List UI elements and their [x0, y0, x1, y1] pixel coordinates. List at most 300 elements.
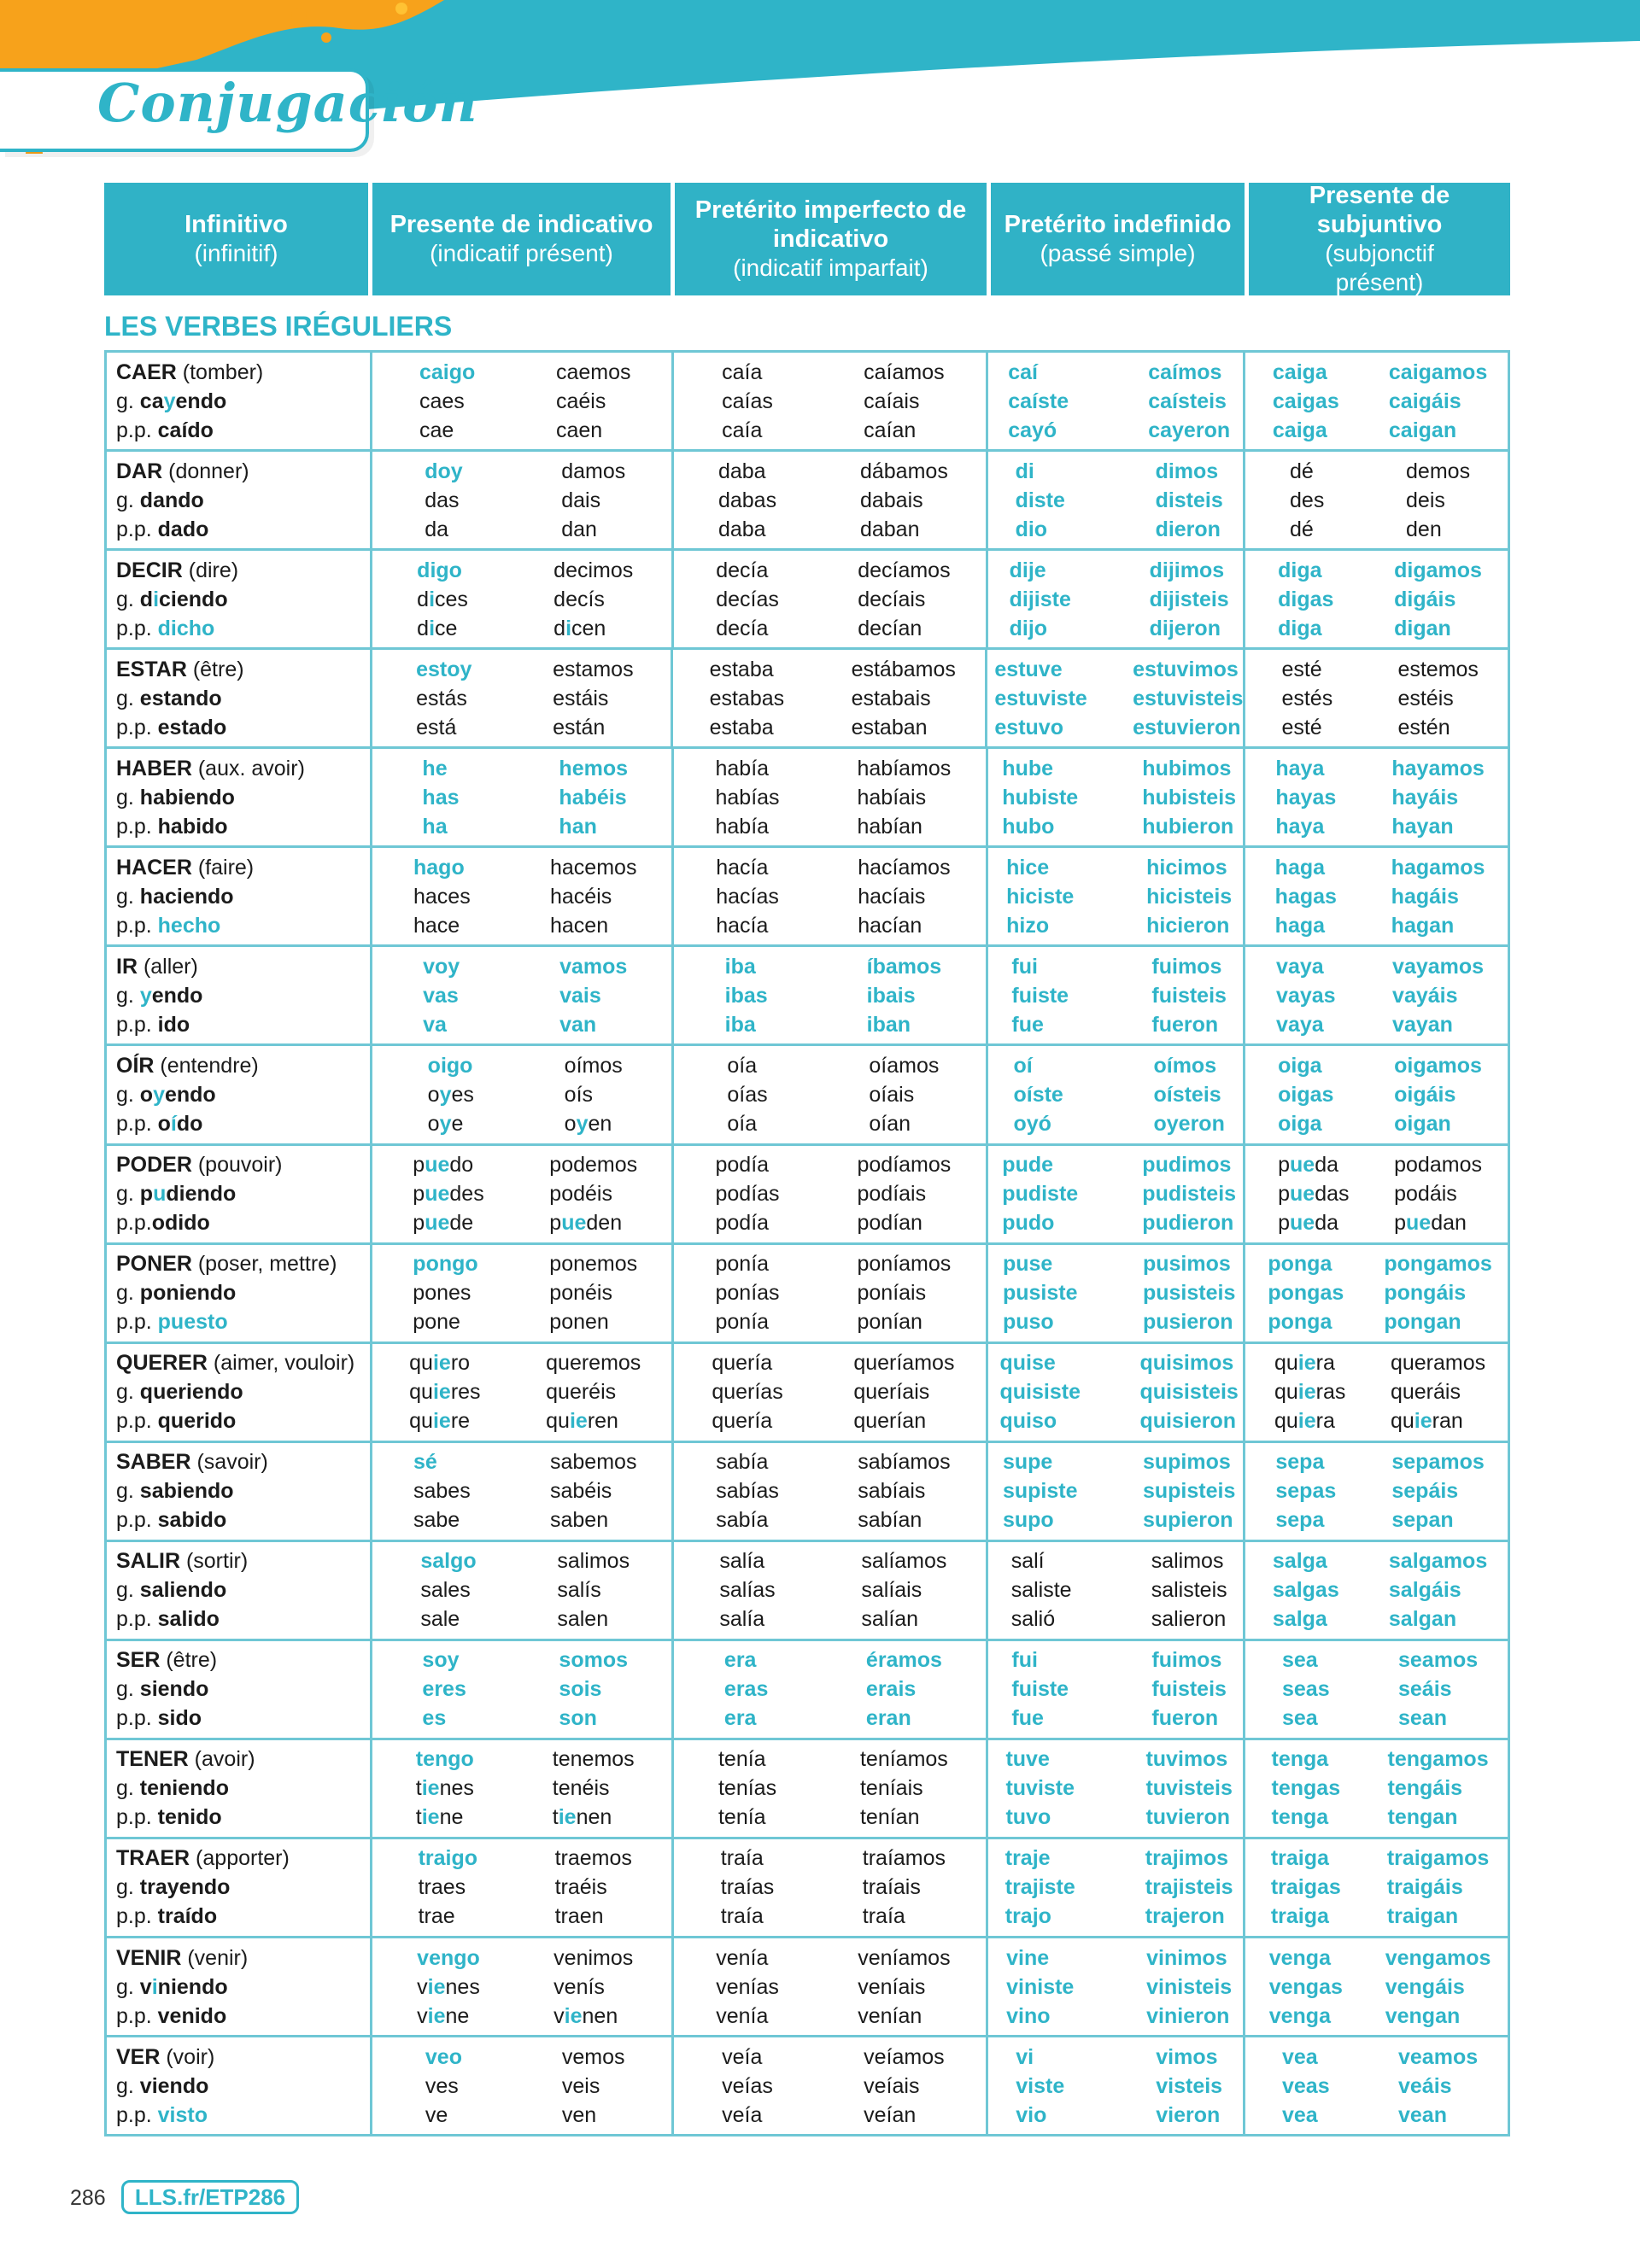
conjugated-form: sabía — [716, 1450, 769, 1475]
conjugated-form — [724, 1675, 866, 1704]
conjugated-form — [1271, 1844, 1387, 1873]
highlight: hicimos — [1146, 855, 1227, 880]
verb-meaning: (donner) — [162, 459, 249, 483]
plural-column — [565, 1051, 623, 1138]
highlight: son — [559, 1706, 597, 1731]
conjugated-form: queramos — [1390, 1351, 1486, 1376]
conjugated-form: dices — [417, 587, 468, 611]
infinitive-cell — [107, 1443, 370, 1540]
plural-column — [1148, 358, 1230, 445]
conjugated-form: veían — [864, 2102, 917, 2127]
highlight: ponga — [1268, 1252, 1332, 1277]
highlight: fuiste — [1011, 1677, 1069, 1702]
conjugated-form: estábamos — [851, 657, 956, 681]
conjugated-form — [1282, 1675, 1398, 1704]
conjugated-form — [1003, 1505, 1143, 1534]
conjugated-form — [1005, 1873, 1145, 1902]
verb-row — [107, 2035, 1508, 2134]
highlight: i — [151, 1974, 158, 1999]
conjugated-form — [1002, 754, 1142, 783]
highlight: vengan — [1385, 2003, 1461, 2028]
highlight: hayamos — [1391, 756, 1485, 780]
plural-column — [1156, 457, 1223, 544]
participle-label: p.p. — [116, 1805, 152, 1830]
conjugated-form — [1391, 1447, 1484, 1476]
singular-column — [1016, 2043, 1156, 2130]
conjugated-form — [1398, 1675, 1478, 1704]
conjugated-form: quería — [712, 1351, 773, 1376]
highlight: pudisteis — [1142, 1182, 1237, 1207]
conjugated-form: venía — [716, 1945, 769, 1970]
indefinido-cell — [986, 947, 1243, 1043]
highlight: cayó — [1008, 418, 1057, 442]
plural-column — [550, 853, 636, 940]
highlight: hagas — [1274, 884, 1337, 909]
highlight: vamos — [559, 954, 628, 979]
header-bold: Pretérito imperfecto de indicativo — [694, 196, 967, 253]
singular-column — [1272, 1745, 1388, 1832]
header-normal: (subjonctif présent) — [1325, 240, 1434, 295]
gerund-line — [116, 1476, 370, 1505]
plural-column — [1397, 655, 1478, 742]
highlight: sea — [1282, 1706, 1318, 1731]
highlight: diga — [1278, 558, 1322, 582]
highlight: tenga — [1271, 1805, 1329, 1830]
conjugated-form: salías — [719, 1578, 776, 1603]
gerund-line — [116, 1774, 370, 1803]
conjugated-form: tiene — [415, 1805, 464, 1830]
highlight: hemos — [559, 756, 629, 780]
highlight: caí — [1008, 359, 1038, 384]
conjugated-form — [1013, 1051, 1153, 1080]
highlight: ue — [561, 1211, 587, 1236]
participle-label: p.p. — [116, 1904, 152, 1929]
verb-name: IR — [116, 954, 138, 979]
highlight: caíste — [1008, 389, 1069, 413]
highlight: hubisteis — [1142, 785, 1237, 810]
highlight: salgamos — [1388, 1549, 1488, 1574]
conjugated-form — [867, 981, 942, 1010]
highlight: vinisteis — [1146, 1974, 1233, 1999]
presente-cell — [370, 1344, 671, 1441]
participle-line — [116, 1704, 370, 1733]
conjugated-form: queríamos — [853, 1351, 955, 1376]
verb-row — [107, 1738, 1508, 1837]
conjugated-form — [1282, 1645, 1398, 1675]
gerund-line — [116, 585, 370, 614]
conjugated-form: estás — [416, 686, 467, 710]
highlight: supo — [1002, 1508, 1054, 1533]
highlight: ie — [558, 1805, 577, 1830]
highlight: he — [422, 756, 448, 780]
gerund: teniendo — [133, 1776, 229, 1801]
highlight: tengáis — [1387, 1776, 1463, 1801]
highlight: oísteis — [1153, 1082, 1221, 1107]
gerund: haciendo — [133, 884, 234, 909]
presente-cell — [370, 848, 671, 944]
conjugated-form — [1133, 713, 1243, 742]
indefinido-cell — [986, 1542, 1243, 1639]
singular-column — [1006, 853, 1146, 940]
conjugated-form — [1003, 1278, 1143, 1307]
conjugated-form — [559, 754, 628, 783]
plural-column — [863, 1844, 946, 1931]
conjugated-form: estabas — [709, 686, 785, 710]
conjugated-form — [1275, 911, 1391, 940]
highlight: traigamos — [1386, 1846, 1490, 1871]
highlight: van — [559, 1012, 597, 1037]
plural-column — [858, 1447, 950, 1534]
plural-column — [559, 1645, 628, 1733]
gerund-label: g. — [116, 488, 134, 512]
conjugated-form — [1142, 1150, 1236, 1179]
conjugated-form — [1276, 952, 1392, 981]
singular-column — [413, 1150, 549, 1237]
highlight: vengas — [1268, 1974, 1343, 1999]
conjugated-form — [1005, 1774, 1145, 1803]
header-indefinido — [987, 183, 1245, 295]
singular-column — [409, 1348, 546, 1435]
highlight: trajimos — [1145, 1846, 1229, 1871]
participle-line — [116, 2101, 370, 2130]
infinitive-cell — [107, 1146, 370, 1242]
highlight: traiga — [1270, 1846, 1329, 1871]
plural-column — [1145, 1844, 1233, 1931]
gerund-label: g. — [116, 389, 134, 413]
presente-cell — [370, 353, 671, 449]
singular-column — [719, 1546, 861, 1634]
conjugated-form: sale — [420, 1607, 460, 1632]
singular-column — [716, 754, 858, 841]
plural-column — [1392, 952, 1484, 1039]
highlight: ie — [427, 1974, 446, 1999]
conjugated-form — [1388, 1803, 1489, 1832]
participle: querido — [151, 1409, 237, 1434]
conjugated-form — [1003, 1249, 1143, 1278]
highlight: y — [439, 1082, 452, 1107]
singular-column — [712, 1348, 853, 1435]
highlight: tuviste — [1005, 1776, 1075, 1801]
plural-column — [1391, 1348, 1485, 1435]
infinitive-line — [116, 1844, 370, 1873]
highlight: ue — [425, 1211, 450, 1236]
conjugated-form: decíamos — [858, 558, 951, 582]
infinitive-line — [116, 952, 370, 981]
conjugated-form: traen — [554, 1904, 604, 1929]
highlight: salgas — [1272, 1578, 1339, 1603]
plural-column — [1142, 754, 1236, 841]
participle: habido — [151, 814, 228, 839]
highlight: dijeron — [1149, 616, 1221, 640]
conjugated-form: den — [1406, 517, 1442, 541]
highlight: pusieron — [1142, 1310, 1233, 1335]
gerund-label: g. — [116, 785, 134, 810]
participle-label: p.p. — [116, 2102, 152, 2127]
highlight: pongamos — [1384, 1252, 1492, 1277]
conjugated-form — [1148, 387, 1230, 416]
singular-column — [1278, 556, 1394, 643]
conjugated-form — [1002, 783, 1142, 812]
plural-column — [858, 754, 952, 841]
highlight: quisisteis — [1139, 1380, 1239, 1405]
conjugated-form: ponían — [857, 1310, 922, 1335]
conjugated-form — [1391, 783, 1484, 812]
conjugated-form: están — [553, 715, 606, 739]
conjugated-form — [1278, 1080, 1394, 1109]
conjugated-form — [1143, 1249, 1235, 1278]
conjugated-form: saben — [550, 1508, 609, 1533]
header-bold: Infinitivo — [184, 211, 288, 238]
conjugated-form — [425, 2043, 562, 2072]
highlight: vio — [1016, 2102, 1047, 2127]
conjugated-form — [1153, 1080, 1224, 1109]
highlight: hizo — [1006, 913, 1050, 938]
conjugated-form: hacía — [716, 913, 769, 938]
singular-column — [1003, 1447, 1143, 1534]
highlight: trajiste — [1004, 1875, 1075, 1900]
conjugated-form — [1387, 1902, 1489, 1931]
subjuntivo-cell — [1243, 749, 1508, 845]
highlight: ie — [569, 1409, 588, 1434]
conjugated-form — [417, 1944, 554, 1973]
conjugated-form: oís — [564, 1082, 594, 1107]
presente-cell — [370, 1542, 671, 1639]
highlight: quiso — [999, 1409, 1057, 1434]
plural-column — [549, 1249, 637, 1336]
subjuntivo-cell — [1243, 1740, 1508, 1837]
infinitive-line — [116, 556, 370, 585]
highlight: y — [139, 983, 152, 1008]
conjugated-form — [1156, 2101, 1222, 2130]
conjugated-form — [1016, 457, 1156, 486]
highlight: pude — [1002, 1153, 1054, 1178]
imperfecto-cell — [671, 848, 987, 944]
indefinido-cell — [986, 2037, 1243, 2134]
imperfecto-cell — [671, 1146, 987, 1242]
conjugated-form — [1011, 952, 1151, 981]
plural-column — [1394, 1150, 1482, 1237]
participle: estado — [151, 715, 227, 739]
conjugated-form — [1013, 1080, 1153, 1109]
indefinido-cell — [986, 1046, 1243, 1143]
conjugated-form: veías — [722, 2073, 773, 2098]
conjugated-form: salieron — [1151, 1607, 1227, 1632]
singular-column — [1269, 1944, 1385, 2031]
highlight: eran — [865, 1706, 911, 1731]
conjugated-form: salió — [1010, 1607, 1056, 1632]
infinitive-cell — [107, 650, 370, 746]
highlight: era — [723, 1648, 757, 1673]
conjugated-form — [1002, 1179, 1142, 1208]
footer-link[interactable]: LLS.fr/ETP286 — [121, 2180, 299, 2214]
verb-meaning: (aimer, vouloir) — [207, 1351, 355, 1376]
conjugated-form: salían — [861, 1607, 919, 1632]
highlight: trajisteis — [1145, 1875, 1233, 1900]
singular-column — [417, 1944, 554, 2031]
conjugated-form — [1272, 1745, 1388, 1774]
conjugated-form: hacíais — [858, 884, 926, 909]
gerund: pudiendo — [133, 1182, 237, 1207]
highlight: digáis — [1394, 587, 1456, 611]
header-normal: (passé simple) — [1040, 240, 1196, 266]
header-normal: (indicatif présent) — [430, 240, 613, 266]
conjugated-form — [1278, 556, 1394, 585]
participle-line — [116, 1505, 370, 1534]
page-title: Conjugación — [97, 72, 478, 134]
conjugated-form — [1145, 1844, 1233, 1873]
conjugated-form: veía — [722, 2044, 763, 2069]
infinitive-cell — [107, 1542, 370, 1639]
conjugated-form — [1394, 556, 1482, 585]
presente-cell — [370, 1245, 671, 1342]
highlight: fuisteis — [1151, 983, 1227, 1008]
gerund-label: g. — [116, 1182, 134, 1207]
conjugated-form — [1011, 1645, 1151, 1675]
highlight: seáis — [1398, 1677, 1452, 1702]
conjugated-form — [1146, 853, 1232, 882]
verb-meaning: (entendre) — [154, 1053, 259, 1078]
verb-row — [107, 845, 1508, 944]
conjugated-form: traíais — [862, 1875, 921, 1900]
indefinido-cell — [986, 1245, 1243, 1342]
participle-label: p.p. — [116, 715, 152, 739]
gerund-label: g. — [116, 686, 134, 710]
highlight: dije — [1009, 558, 1046, 582]
singular-column — [1275, 853, 1391, 940]
participle — [152, 617, 215, 640]
conjugated-form — [1389, 1575, 1487, 1605]
gerund-line — [116, 684, 370, 713]
highlight: sepáis — [1391, 1479, 1459, 1504]
highlight: tengas — [1271, 1776, 1341, 1801]
conjugated-form — [1145, 1803, 1232, 1832]
highlight: haya — [1275, 756, 1325, 780]
highlight: ha — [422, 814, 448, 839]
highlight: veamos — [1398, 2044, 1479, 2069]
singular-column — [1290, 457, 1406, 544]
highlight: hube — [1002, 756, 1054, 780]
conjugated-form — [419, 1844, 555, 1873]
plural-column — [860, 457, 948, 544]
conjugated-form — [1156, 515, 1223, 544]
conjugated-form — [1394, 1109, 1482, 1138]
participle-line — [116, 515, 370, 544]
conjugated-form: estáis — [553, 686, 609, 710]
singular-column — [1273, 358, 1389, 445]
participle-label: p.p. — [116, 2003, 152, 2028]
highlight: puso — [1002, 1310, 1054, 1335]
plural-column — [554, 556, 633, 643]
conjugated-form — [1145, 1774, 1232, 1803]
conjugated-form — [1278, 585, 1394, 614]
conjugated-form: teníais — [859, 1776, 923, 1801]
conjugated-form: venimos — [554, 1945, 634, 1970]
subjuntivo-cell — [1243, 1938, 1508, 2035]
conjugated-form — [1275, 783, 1391, 812]
gerund-line — [116, 783, 370, 812]
conjugated-form: estés — [1281, 686, 1333, 710]
highlight: dieron — [1155, 517, 1221, 541]
conjugated-form — [1142, 1179, 1236, 1208]
highlight: ie — [427, 2003, 446, 2028]
verb-row — [107, 944, 1508, 1043]
presente-cell — [370, 1443, 671, 1540]
highlight: supieron — [1142, 1508, 1233, 1533]
conjugated-form — [1384, 1278, 1491, 1307]
highlight: digas — [1278, 587, 1334, 611]
conjugated-form — [1278, 614, 1394, 643]
singular-column — [425, 457, 561, 544]
infinitive-line — [116, 1150, 370, 1179]
conjugated-form — [1392, 981, 1484, 1010]
singular-column — [716, 556, 858, 643]
table-header — [104, 183, 1510, 295]
conjugated-form: esté — [1281, 715, 1322, 739]
conjugated-form — [1005, 1745, 1145, 1774]
presente-cell — [370, 1938, 671, 2035]
conjugated-form — [1275, 1447, 1391, 1476]
singular-column — [1010, 556, 1150, 643]
highlight: diste — [1015, 488, 1065, 512]
conjugated-form: sabía — [716, 1508, 769, 1533]
gerund-label: g. — [116, 1082, 134, 1107]
highlight: caigamos — [1388, 359, 1488, 384]
highlight: hubiste — [1002, 785, 1079, 810]
conjugated-form — [1006, 882, 1146, 911]
conjugated-form: salisteis — [1151, 1578, 1227, 1603]
conjugated-form — [1151, 1010, 1227, 1039]
highlight: y — [163, 389, 176, 413]
conjugated-form: queráis — [1390, 1380, 1461, 1405]
conjugated-form: podían — [857, 1211, 922, 1236]
conjugated-form — [422, 783, 559, 812]
highlight: venga — [1268, 1945, 1331, 1970]
header-imperfecto — [671, 183, 987, 295]
verb-row — [107, 1540, 1508, 1639]
conjugated-form: poníais — [857, 1281, 927, 1306]
highlight: fue — [1011, 1012, 1044, 1037]
highlight: í — [170, 1111, 177, 1136]
conjugated-form: podamos — [1394, 1153, 1482, 1178]
conjugated-form — [1156, 457, 1223, 486]
highlight: traigan — [1386, 1904, 1459, 1929]
conjugated-form: saliste — [1010, 1578, 1072, 1603]
singular-column — [413, 1447, 550, 1534]
presente-cell — [370, 1839, 671, 1936]
conjugated-form: sabemos — [550, 1450, 637, 1475]
conjugated-form — [1142, 783, 1236, 812]
conjugated-form — [1388, 1774, 1489, 1803]
highlight: y — [153, 1082, 165, 1107]
highlight: dimos — [1155, 459, 1219, 483]
highlight: es — [422, 1706, 447, 1731]
presente-cell — [370, 947, 671, 1043]
singular-column — [1276, 952, 1392, 1039]
verb-meaning: (apporter) — [190, 1846, 290, 1871]
conjugated-form — [1273, 387, 1389, 416]
conjugated-form: hace — [413, 913, 460, 938]
highlight: estuvimos — [1133, 657, 1239, 681]
highlight: caigo — [419, 359, 476, 384]
conjugated-form: pone — [413, 1310, 460, 1335]
conjugated-form — [1276, 1010, 1392, 1039]
subjuntivo-cell — [1243, 848, 1508, 944]
conjugated-form: damos — [561, 459, 626, 483]
conjugated-form — [422, 1704, 559, 1733]
highlight: ie — [432, 1351, 451, 1376]
conjugated-form: dicen — [554, 616, 606, 640]
participle-label: p.p. — [116, 616, 152, 640]
